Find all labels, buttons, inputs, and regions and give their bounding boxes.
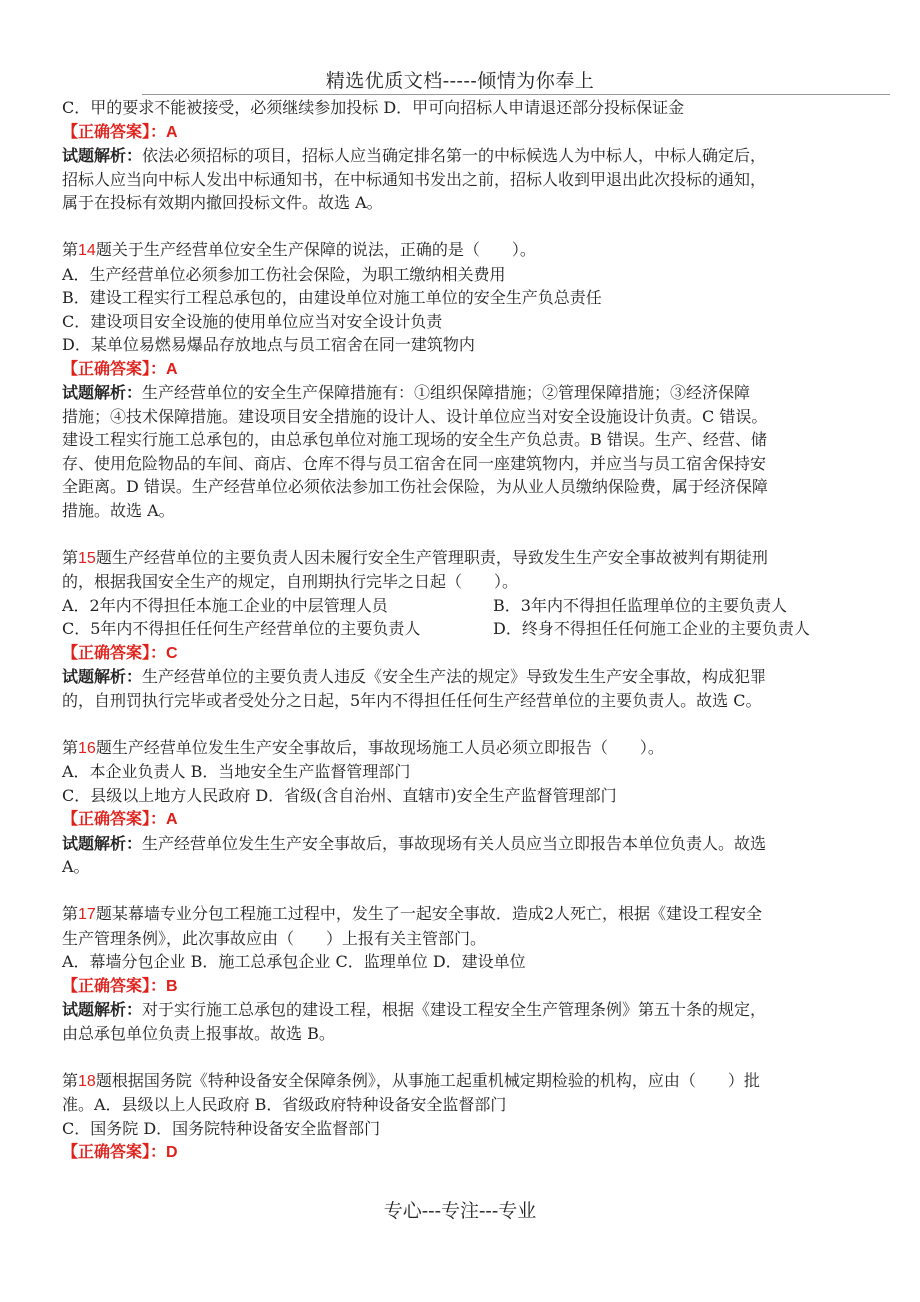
analysis-label: 试题解析： (62, 1000, 143, 1019)
analysis-line: 招标人应当向中标人发出中标通知书，在中标通知书发出之前，招标人收到甲退出此次投标的通知， (62, 169, 767, 189)
analysis-line: 措施；④技术保障措施。建设项目安全措施的设计人、设计单位应当对安全设施设计负责。C 错误。 (62, 406, 768, 426)
analysis-line: 措施。故选 A。 (62, 500, 175, 520)
answer-letter: D (166, 1144, 178, 1161)
analysis-line: 存、使用危险物品的车间、商店、仓库不得与员工宿舍在同一座建筑物内，并应当与员工宿舍保持安 (62, 453, 767, 473)
option-line: C．国务院 D．国务院特种设备安全监督部门 (62, 1118, 381, 1138)
question-stem: 第15题生产经营单位的主要负责人因未履行安全生产管理职责，导致发生生产安全事故被判有期徒刑 (62, 547, 768, 567)
answer-label: 【正确答案】： (62, 975, 167, 995)
analysis-label: 试题解析： (62, 833, 143, 853)
answer-label: 【正确答案】： (62, 358, 167, 378)
analysis-line: 试题解析：生产经营单位的安全生产保障措施有：①组织保障措施；②管理保障措施；③经济保障 (62, 383, 751, 402)
option-line: C．建设项目安全设施的使用单位应当对安全设计负责 (62, 311, 443, 331)
answer-label: 【正确答案】： (62, 1142, 167, 1161)
question-stem: 第16题生产经营单位发生生产安全事故后，事故现场施工人员必须立即报告（ ）。 (62, 737, 664, 757)
analysis-label: 试题解析： (62, 667, 143, 686)
analysis-line: 的，自刑罚执行完毕或者受处分之日起，5年内不得担任任何生产经营单位的主要负责人。故选 C。 (62, 690, 762, 710)
question-number: 16 (78, 739, 96, 757)
analysis-line: A。 (62, 857, 90, 876)
analysis-line: 建设工程实行施工总承包的，由总承包单位对施工现场的安全生产负总责。B 错误。生产、经营、储 (62, 430, 767, 449)
correct-answer (62, 807, 882, 832)
correct-answer (62, 120, 882, 145)
option-line: A．生产经营单位必须参加工伤社会保险，为职工缴纳相关费用 (62, 264, 506, 284)
question-stem: 第18题根据国务院《特种设备安全保障条例》，从事施工起重机械定期检验的机构，应由（ ）批 (62, 1070, 760, 1090)
answer-label: 【正确答案】： (62, 809, 167, 828)
option-line: A．幕墙分包企业 B．施工总承包企业 C．监理单位 D．建设单位 (62, 952, 526, 971)
analysis-line: 由总承包单位负责上报事故。故选 B。 (62, 1023, 335, 1043)
analysis-label: 试题解析： (62, 146, 143, 165)
answer-label: 【正确答案】： (62, 121, 167, 141)
option-c: C．5年内不得担任任何生产经营单位的主要负责人 (62, 619, 421, 638)
answer-letter: A (166, 811, 178, 828)
option-d: D．终身不得担任任何施工企业的主要负责人 (493, 619, 810, 638)
correct-answer (62, 974, 882, 999)
option-b: B．3年内不得担任监理单位的主要负责人 (493, 595, 787, 615)
correct-answer (62, 357, 882, 382)
answer-letter: B (166, 977, 178, 995)
question-stem: 第14题关于生产经营单位安全生产保障的说法，正确的是（ ）。 (62, 240, 536, 259)
analysis-line: 全距离。D 错误。生产经营单位必须依法参加工伤社会保险，为从业人员缴纳保险费，属于经济保障 (62, 477, 768, 496)
option-line: D．某单位易燃易爆品存放地点与员工宿舍在同一建筑物内 (62, 335, 475, 354)
option-line: C．县级以上地方人民政府 D．省级(含自治州、直辖市)安全生产监督管理部门 (62, 785, 617, 805)
header-divider (142, 94, 890, 95)
analysis-line: 属于在投标有效期内撤回投标文件。故选 A。 (62, 193, 383, 212)
page-footer: 专心---专注---专业 (383, 1200, 537, 1222)
analysis-line: 试题解析：生产经营单位的主要负责人违反《安全生产法的规定》导致发生生产安全事故，构成犯罪 (62, 667, 767, 686)
option-line: A．本企业负责人 B．当地安全生产监督管理部门 (62, 762, 411, 781)
option-line: C．甲的要求不能被接受，必须继续参加投标 D．甲可向招标人申请退还部分投标保证金 (62, 98, 685, 117)
question-number: 14 (78, 242, 96, 259)
correct-answer (62, 641, 882, 666)
question-number: 15 (78, 549, 96, 567)
answer-letter: C (166, 644, 178, 662)
question-stem: 的，根据我国安全生产的规定，自刑期执行完毕之日起（ ）。 (62, 572, 519, 591)
question-number: 18 (78, 1072, 96, 1090)
page-header: 精选优质文档-----倾情为你奉上 (325, 70, 595, 92)
question-stem: 准。A．县级以上人民政府 B．省级政府特种设备安全监督部门 (62, 1095, 507, 1114)
analysis-line: 试题解析：依法必须招标的项目，招标人应当确定排名第一的中标候选人为中标人，中标人确定后， (62, 146, 767, 165)
question-number: 17 (78, 906, 96, 923)
option-row (62, 617, 882, 641)
option-row (62, 594, 882, 618)
document-body (62, 96, 882, 1165)
question-stem: 生产管理条例》，此次事故应由（ ）上报有关主管部门。 (62, 928, 487, 948)
answer-letter: A (166, 123, 178, 141)
analysis-line: 试题解析：生产经营单位发生生产安全事故后，事故现场有关人员应当立即报告本单位负责人。故选 (62, 833, 767, 853)
analysis-label: 试题解析： (62, 383, 143, 402)
analysis-line: 试题解析：对于实行施工总承包的建设工程，根据《建设工程安全生产管理条例》第五十条的规定， (62, 1000, 767, 1019)
option-line: B．建设工程实行工程总承包的，由建设单位对施工单位的安全生产负总责任 (62, 288, 602, 307)
answer-letter: A (166, 360, 178, 378)
question-stem: 第17题某幕墙专业分包工程施工过程中，发生了一起安全事故．造成2人死亡，根据《建设工程安全 (62, 904, 763, 923)
answer-label: 【正确答案】： (62, 642, 167, 662)
option-a: A．2年内不得担任本施工企业的中层管理人员 (62, 595, 388, 615)
correct-answer (62, 1140, 882, 1165)
